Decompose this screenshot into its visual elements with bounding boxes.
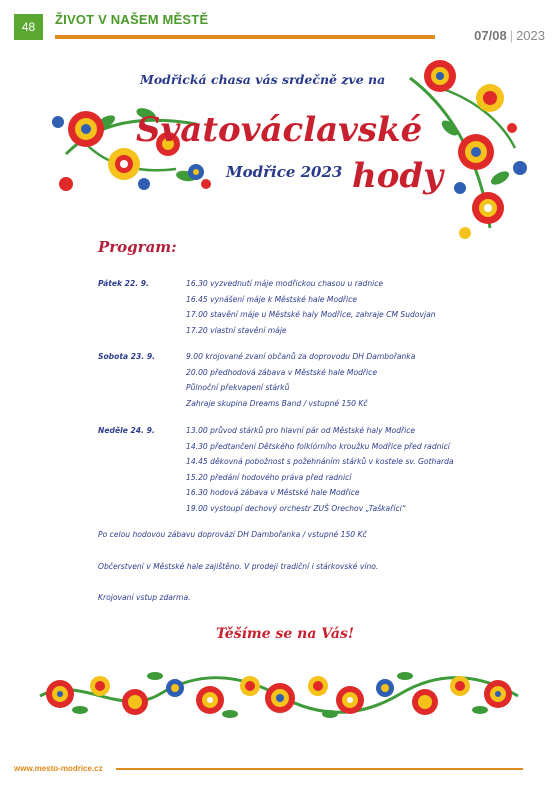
issue-number: 07/08	[474, 28, 507, 43]
section-title: ŽIVOT V NAŠEM MĚSTĚ	[55, 12, 209, 27]
footer-rule	[116, 768, 523, 770]
schedule-sunday	[186, 423, 454, 516]
schedule-line: 17.20 vlastní stavění máje	[186, 325, 287, 335]
floral-ornament-top-right-icon	[380, 58, 530, 243]
day-label-friday: Pátek 22. 9.	[98, 279, 149, 288]
schedule-line: Půlnoční překvapení stárků	[186, 383, 290, 392]
day-label-saturday: Sobota 23. 9.	[98, 352, 156, 361]
schedule-line: 16.30 hodová zábava v Městské hale Modřice	[186, 488, 360, 497]
schedule-line: 14.45 děkovná pobožnost s požehnáním stárků v kostele sv. Gotharda	[186, 457, 454, 466]
schedule-line: 16.45 vynášení máje k Městské hale Modřice	[186, 294, 357, 304]
note-music: Po celou hodovou zábavu doprovází DH Dambořanka / vstupné 150 Kč	[98, 530, 367, 539]
issue-label	[474, 28, 545, 43]
schedule-line: Zahraje skupina Dreams Band / vstupné 150 Kč	[186, 398, 368, 408]
program-heading: Program:	[98, 238, 177, 256]
issue-year: 2023	[516, 28, 545, 43]
schedule-saturday	[186, 349, 415, 411]
subtitle-modrice-2023: Modřice 2023	[226, 163, 343, 181]
footer-url[interactable]: www.mesto-modrice.cz	[14, 764, 103, 773]
title-svatovaclavske: Svatováclavské	[136, 110, 423, 150]
floral-border-bottom-icon	[40, 664, 518, 726]
header-rule	[55, 35, 435, 39]
day-label-sunday: Neděle 24. 9.	[98, 426, 155, 435]
schedule-line: 20.00 předhodová zábava v Městské hale Modřice	[186, 367, 378, 377]
schedule-friday	[186, 276, 436, 338]
note-refreshments: Občerstvení v Městské hale zajištěno. V prodeji tradiční i stárkovské víno.	[98, 562, 379, 571]
schedule-line: 15.20 předání hodového práva před radnicí	[186, 472, 352, 482]
closing-line: Těšíme se na Vás!	[216, 626, 354, 642]
invite-line: Modřická chasa vás srdečně zve na	[140, 72, 386, 87]
title-hody: hody	[352, 156, 443, 196]
note-free-entry: Krojovaní vstup zdarma.	[98, 593, 191, 602]
schedule-line: 13.00 průvod stárků pro hlavní pár od Městské haly Modřice	[186, 426, 416, 435]
issue-separator: |	[509, 28, 514, 43]
schedule-line: 17.00 stavění máje u Městské haly Modřice, zahraje CM Sudovjan	[186, 310, 436, 319]
schedule-line: 19.00 vystoupí dechový orchestr ZUŠ Orechov „Taškaříci“	[186, 503, 406, 513]
schedule-line: 9.00 krojované zvaní občanů za doprovodu DH Dambořanka	[186, 352, 416, 361]
schedule-line: 14.30 předtančení Dětského folklórního kroužku Modřice před radnicí	[186, 441, 450, 451]
page-number: 48	[14, 14, 43, 40]
schedule-line: 16.30 vyzvednutí máje modřickou chasou u radnice	[186, 279, 384, 288]
